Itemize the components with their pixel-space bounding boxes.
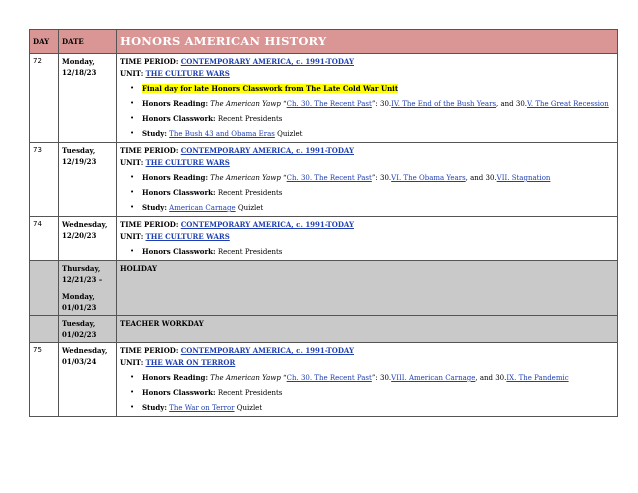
workday-note: TEACHER WORKDAY <box>117 316 618 343</box>
unit-link[interactable]: THE WAR ON TERROR <box>145 358 236 367</box>
list-item: • Honors Reading: The American Yawp “Ch. 30. The Recent Past”: 30.IV. The End of the Bush Years, and 30.V. The Great Recession <box>120 98 614 110</box>
list-item: • Honors Classwork: Recent Presidents <box>120 187 614 199</box>
header-day: DAY <box>30 30 59 54</box>
day-number: 72 <box>30 54 59 143</box>
table-row <box>30 54 618 143</box>
unit-line: UNIT: THE CULTURE WARS <box>120 232 230 241</box>
time-period-link[interactable]: CONTEMPORARY AMERICA, c. 1991-TODAY <box>180 57 354 66</box>
unit-link[interactable]: THE CULTURE WARS <box>145 158 230 167</box>
time-period-link[interactable]: CONTEMPORARY AMERICA, c. 1991-TODAY <box>180 346 354 355</box>
list-item: • Study: The War on Terror Quizlet <box>120 402 614 414</box>
unit-line: UNIT: THE CULTURE WARS <box>120 69 230 78</box>
chapter-link[interactable]: Ch. 30. The Recent Past <box>286 174 372 182</box>
time-period-line: TIME PERIOD: CONTEMPORARY AMERICA, c. 1991-TODAY <box>120 346 354 355</box>
task-list <box>120 83 614 140</box>
holiday-row <box>30 261 618 316</box>
date-cell: Tuesday, 12/19/23 <box>59 143 117 217</box>
date-cell: Tuesday, 01/02/23 <box>59 316 117 343</box>
content-cell <box>117 217 618 261</box>
header-title: HONORS AMERICAN HISTORY <box>117 30 618 54</box>
table-row <box>30 343 618 417</box>
table-row <box>30 143 618 217</box>
list-item: • Honors Reading: The American Yawp “Ch. 30. The Recent Past”: 30.VI. The Obama Years, and 30.VII. Stagnation <box>120 172 614 184</box>
date-cell: Wednesday, 01/03/24 <box>59 343 117 417</box>
task-list <box>120 372 614 414</box>
task-list <box>120 246 614 258</box>
section-link[interactable]: VI. The Obama Years <box>391 174 466 182</box>
time-period-line: TIME PERIOD: CONTEMPORARY AMERICA, c. 1991-TODAY <box>120 220 354 229</box>
content-cell <box>117 343 618 417</box>
workday-row <box>30 316 618 343</box>
chapter-link[interactable]: Ch. 30. The Recent Past <box>286 100 372 108</box>
quizlet-link[interactable]: The War on Terror <box>169 404 235 412</box>
time-period-line: TIME PERIOD: CONTEMPORARY AMERICA, c. 1991-TODAY <box>120 146 354 155</box>
task-list <box>120 172 614 214</box>
unit-line: UNIT: THE CULTURE WARS <box>120 158 230 167</box>
section-link[interactable]: V. The Great Recession <box>527 100 609 108</box>
quizlet-link[interactable]: American Carnage <box>169 204 236 212</box>
day-number: 74 <box>30 217 59 261</box>
schedule-table <box>29 29 618 417</box>
date-cell: Wednesday, 12/20/23 <box>59 217 117 261</box>
list-item: • Honors Classwork: Recent Presidents <box>120 113 614 125</box>
time-period-line: TIME PERIOD: CONTEMPORARY AMERICA, c. 1991-TODAY <box>120 57 354 66</box>
list-item: • Honors Classwork: Recent Presidents <box>120 246 614 258</box>
time-period-link[interactable]: CONTEMPORARY AMERICA, c. 1991-TODAY <box>180 220 354 229</box>
table-row <box>30 217 618 261</box>
unit-line: UNIT: THE WAR ON TERROR <box>120 358 236 367</box>
time-period-link[interactable]: CONTEMPORARY AMERICA, c. 1991-TODAY <box>180 146 354 155</box>
highlight-note: Final day for late Honors Classwork from The Late Cold War Unit <box>142 84 399 93</box>
section-link[interactable]: IV. The End of the Bush Years <box>391 100 497 108</box>
date-end: Monday, 01/01/23 <box>62 292 97 312</box>
header-date: DATE <box>59 30 117 54</box>
content-cell <box>117 54 618 143</box>
day-number <box>30 261 59 316</box>
unit-link[interactable]: THE CULTURE WARS <box>145 69 230 78</box>
chapter-link[interactable]: Ch. 30. The Recent Past <box>286 374 372 382</box>
date-cell: Monday, 12/18/23 <box>59 54 117 143</box>
day-number <box>30 316 59 343</box>
content-cell <box>117 143 618 217</box>
date-start: Thursday, 12/21/23 – <box>62 264 103 284</box>
section-link[interactable]: IX. The Pandemic <box>506 374 569 382</box>
day-number: 73 <box>30 143 59 217</box>
quizlet-link[interactable]: The Bush 43 and Obama Eras <box>169 130 275 138</box>
section-link[interactable]: VIII. American Carnage <box>391 374 476 382</box>
list-item <box>120 83 614 95</box>
list-item: • Study: The Bush 43 and Obama Eras Quizlet <box>120 128 614 140</box>
date-cell <box>59 261 117 316</box>
unit-link[interactable]: THE CULTURE WARS <box>145 232 230 241</box>
day-number: 75 <box>30 343 59 417</box>
list-item: • Honors Classwork: Recent Presidents <box>120 387 614 399</box>
list-item: • Honors Reading: The American Yawp “Ch. 30. The Recent Past”: 30.VIII. American Carnage, and 30.IX. The Pandemic <box>120 372 614 384</box>
header-row <box>30 30 618 54</box>
list-item: • Study: American Carnage Quizlet <box>120 202 614 214</box>
section-link[interactable]: VII. Stagnation <box>496 174 551 182</box>
holiday-note: HOLIDAY <box>117 261 618 316</box>
